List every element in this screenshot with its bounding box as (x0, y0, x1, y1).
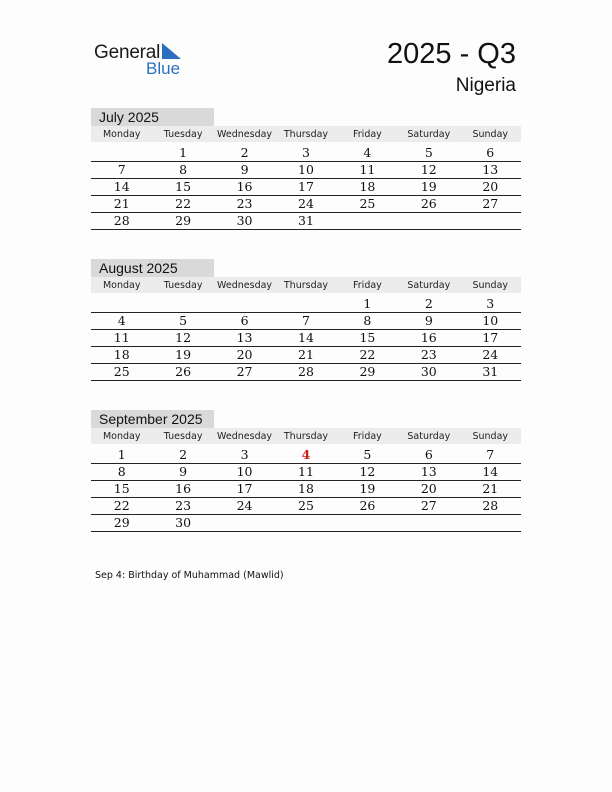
week-row (91, 313, 521, 330)
week-row (91, 179, 521, 196)
empty-day-cell (337, 515, 398, 532)
day-cell: 6 (214, 313, 275, 330)
weekday-header-row (91, 126, 521, 142)
day-cell: 17 (275, 179, 336, 196)
day-cell: 23 (214, 196, 275, 213)
month-block-july (91, 108, 521, 230)
weekday-label: Thursday (283, 430, 329, 442)
month-title: July 2025 (91, 108, 214, 126)
day-cell: 3 (275, 145, 336, 162)
day-cell: 11 (337, 162, 398, 179)
day-cell: 18 (91, 347, 152, 364)
day-cell: 19 (398, 179, 459, 196)
day-cell: 8 (91, 464, 152, 481)
day-cell: 30 (152, 515, 213, 532)
day-cell: 15 (337, 330, 398, 347)
country-name: Nigeria (455, 75, 516, 96)
day-cell: 28 (275, 364, 336, 381)
weekday-label: Wednesday (217, 430, 273, 442)
month-block-september (91, 410, 521, 532)
day-cell: 12 (337, 464, 398, 481)
day-cell: 29 (337, 364, 398, 381)
day-cell: 20 (214, 347, 275, 364)
day-cell: 27 (398, 498, 459, 515)
weekday-label: Saturday (407, 430, 451, 442)
empty-day-cell (460, 213, 521, 230)
day-cell: 26 (152, 364, 213, 381)
weekday-label: Saturday (407, 279, 451, 291)
day-cell: 17 (214, 481, 275, 498)
day-cell: 9 (152, 464, 213, 481)
day-cell: 6 (398, 447, 459, 464)
generalblue-logo (94, 40, 194, 80)
day-cell: 28 (91, 213, 152, 230)
day-cell: 24 (275, 196, 336, 213)
day-cell: 16 (152, 481, 213, 498)
day-cell: 29 (91, 515, 152, 532)
month-title: September 2025 (91, 410, 214, 428)
day-cell: 31 (275, 213, 336, 230)
weekday-label: Monday (102, 279, 141, 291)
weekday-label: Thursday (283, 128, 329, 140)
week-row (91, 145, 521, 162)
day-cell: 6 (460, 145, 521, 162)
weekday-label: Sunday (472, 430, 509, 442)
day-cell: 7 (460, 447, 521, 464)
weekday-label: Tuesday (163, 430, 203, 442)
day-cell: 23 (152, 498, 213, 515)
day-cell: 13 (398, 464, 459, 481)
week-row (91, 296, 521, 313)
empty-day-cell (91, 145, 152, 162)
day-cell: 8 (337, 313, 398, 330)
day-cell: 13 (214, 330, 275, 347)
weekday-label: Friday (353, 128, 382, 140)
day-cell: 19 (152, 347, 213, 364)
day-cell: 2 (152, 447, 213, 464)
day-cell: 2 (214, 145, 275, 162)
day-cell: 24 (460, 347, 521, 364)
day-cell: 9 (214, 162, 275, 179)
week-row (91, 481, 521, 498)
weekday-label: Tuesday (163, 128, 203, 140)
day-cell: 2 (398, 296, 459, 313)
day-cell: 10 (214, 464, 275, 481)
week-row (91, 330, 521, 347)
weekday-label: Monday (102, 430, 141, 442)
day-cell: 21 (91, 196, 152, 213)
weekday-label: Wednesday (217, 279, 273, 291)
day-cell: 9 (398, 313, 459, 330)
week-row (91, 498, 521, 515)
weekday-label: Sunday (472, 279, 509, 291)
day-cell: 22 (91, 498, 152, 515)
weekday-label: Thursday (283, 279, 329, 291)
logo-text-general: General (94, 42, 161, 63)
day-cell: 8 (152, 162, 213, 179)
day-cell: 21 (275, 347, 336, 364)
week-row (91, 464, 521, 481)
day-cell: 1 (152, 145, 213, 162)
weekday-label: Monday (102, 128, 141, 140)
day-cell: 22 (337, 347, 398, 364)
day-cell: 10 (460, 313, 521, 330)
day-cell: 4 (337, 145, 398, 162)
day-cell: 5 (152, 313, 213, 330)
week-row (91, 162, 521, 179)
day-cell: 22 (152, 196, 213, 213)
empty-day-cell (91, 296, 152, 313)
day-cell: 18 (337, 179, 398, 196)
holiday-day-cell: 4 (275, 447, 336, 464)
empty-day-cell (398, 213, 459, 230)
weekday-label: Wednesday (217, 128, 273, 140)
empty-day-cell (152, 296, 213, 313)
weekday-label: Friday (353, 430, 382, 442)
month-calendar-table (91, 428, 521, 532)
day-cell: 29 (152, 213, 213, 230)
week-row (91, 447, 521, 464)
logo-text-blue: Blue (146, 59, 181, 78)
logo-triangle-icon (160, 43, 182, 59)
day-cell: 15 (91, 481, 152, 498)
day-cell: 16 (398, 330, 459, 347)
day-cell: 31 (460, 364, 521, 381)
weekday-label: Saturday (407, 128, 451, 140)
quarter-title: 2025 - Q3 (387, 38, 516, 70)
weekday-header-row (91, 277, 521, 293)
day-cell: 26 (398, 196, 459, 213)
day-cell: 24 (214, 498, 275, 515)
day-cell: 12 (152, 330, 213, 347)
empty-day-cell (398, 515, 459, 532)
day-cell: 30 (214, 213, 275, 230)
day-cell: 30 (398, 364, 459, 381)
day-cell: 20 (398, 481, 459, 498)
day-cell: 12 (398, 162, 459, 179)
day-cell: 21 (460, 481, 521, 498)
day-cell: 7 (91, 162, 152, 179)
empty-day-cell (275, 296, 336, 313)
empty-day-cell (214, 515, 275, 532)
day-cell: 25 (275, 498, 336, 515)
day-cell: 5 (337, 447, 398, 464)
day-cell: 1 (337, 296, 398, 313)
day-cell: 1 (91, 447, 152, 464)
empty-day-cell (275, 515, 336, 532)
day-cell: 10 (275, 162, 336, 179)
day-cell: 11 (275, 464, 336, 481)
day-cell: 25 (91, 364, 152, 381)
day-cell: 18 (275, 481, 336, 498)
week-row (91, 213, 521, 230)
day-cell: 26 (337, 498, 398, 515)
month-title: August 2025 (91, 259, 214, 277)
week-row (91, 515, 521, 532)
day-cell: 5 (398, 145, 459, 162)
day-cell: 14 (460, 464, 521, 481)
day-cell: 16 (214, 179, 275, 196)
day-cell: 3 (214, 447, 275, 464)
day-cell: 28 (460, 498, 521, 515)
day-cell: 25 (337, 196, 398, 213)
day-cell: 17 (460, 330, 521, 347)
month-block-august (91, 259, 521, 381)
weekday-label: Friday (353, 279, 382, 291)
month-calendar-table (91, 126, 521, 230)
weekday-label: Tuesday (163, 279, 203, 291)
week-row (91, 347, 521, 364)
day-cell: 27 (214, 364, 275, 381)
day-cell: 7 (275, 313, 336, 330)
day-cell: 19 (337, 481, 398, 498)
day-cell: 13 (460, 162, 521, 179)
day-cell: 15 (152, 179, 213, 196)
holiday-note: Sep 4: Birthday of Muhammad (Mawlid) (95, 570, 284, 581)
empty-day-cell (337, 213, 398, 230)
week-row (91, 364, 521, 381)
month-calendar-table (91, 277, 521, 381)
day-cell: 14 (275, 330, 336, 347)
day-cell: 14 (91, 179, 152, 196)
day-cell: 11 (91, 330, 152, 347)
day-cell: 4 (91, 313, 152, 330)
day-cell: 3 (460, 296, 521, 313)
empty-day-cell (460, 515, 521, 532)
day-cell: 27 (460, 196, 521, 213)
day-cell: 20 (460, 179, 521, 196)
week-row (91, 196, 521, 213)
day-cell: 23 (398, 347, 459, 364)
weekday-header-row (91, 428, 521, 444)
empty-day-cell (214, 296, 275, 313)
weekday-label: Sunday (472, 128, 509, 140)
